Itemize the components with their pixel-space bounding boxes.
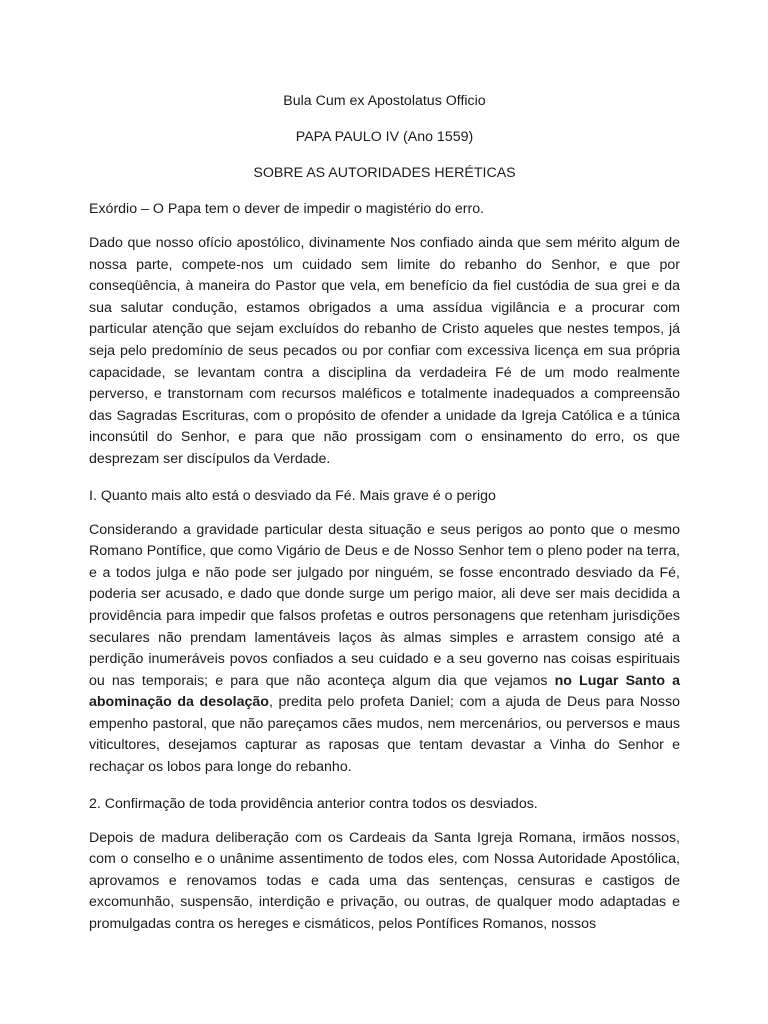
document-page <box>89 90 680 936</box>
section-paragraph-exordio: Dado que nosso ofício apostólico, divinamente Nos confiado ainda que sem mérito algum de nossa parte, compete-nos um cuidado sem limite do rebanho do Senhor, e que por conseqüência, à maneira do Pastor que vela, em benefício da fiel custódia de sua grei e da sua salutar condução, estamos obrigados a uma assídua vigilância e a procurar com particular atenção que sejam excluídos do rebanho de Cristo aqueles que nestes tempos, já seja pelo predomínio de seus pecados ou por confiar com excessiva licença em sua própria capacidade, se levantam contra a disciplina da verdadeira Fé de um modo realmente perverso, e transtornam com recursos maléficos e totalmente inadequados a compreensão das Sagradas Escrituras, com o propósito de ofender a unidade da Igreja Católica e a túnica inconsútil do Senhor, e para que não prossigam com o ensinamento do erro, os que desprezam ser discípulos da Verdade. <box>89 235 680 467</box>
section-paragraph-1 <box>89 520 680 779</box>
paragraph-text-part: Considerando a gravidade particular desta situação e seus perigos ao ponto que o mesmo Romano Pontífice, que como Vigário de Deus e de Nosso Senhor tem o pleno poder na terra, e a todos julga e não pode ser julgado por ninguém, se fosse encontrado desviado da Fé, poderia ser acusado, e dado que donde surge um perigo maior, ali deve ser mais decidida a providência para impedir que falsos profetas e outros personagens que retenham jurisdições seculares não prendam lamentáveis laços às almas simples e arrastem consigo até a perdição inumeráveis povos confiados a seu cuidado e a seu governo nas coisas espirituais ou nas temporais; e para que não aconteça algum dia que vejamos <box>89 521 680 689</box>
paragraph-text-part: , predita pelo profeta Daniel; com a ajuda de Deus para Nosso empenho pastoral, que não pareçamos cães mudos, nem mercenários, ou perversos e maus viticultores, desejamos capturar as raposas que tentam devastar a Vinha do Senhor e rechaçar os lobos para longe do rebanho. <box>89 694 680 776</box>
document-author: PAPA PAULO IV (Ano 1559) <box>295 129 474 145</box>
paragraph-bold-phrase: no Lugar Santo a abominação da desolação <box>89 672 680 711</box>
section-heading-1: I. Quanto mais alto está o desviado da Fé. Mais grave é o perigo <box>89 487 496 504</box>
document-title: Bula Cum ex Apostolatus Officio <box>283 93 486 109</box>
document-subject: SOBRE AS AUTORIDADES HERÉTICAS <box>253 165 516 181</box>
section-heading-2: 2. Confirmação de toda providência anterior contra todos os desviados. <box>89 795 538 812</box>
section-paragraph-2: Depois de madura deliberação com os Cardeais da Santa Igreja Romana, irmãos nossos, com o conselho e o unânime assentimento de todos eles, com Nossa Autoridade Apostólica, aprovamos e renovamos todas e cada uma das sentenças, censuras e castigos de excomunhão, suspensão, interdição e privação, ou outras, de qualquer modo adaptadas e promulgadas contra os hereges e cismáticos, pelos Pontífices Romanos, nossos <box>89 829 680 933</box>
section-heading-exordio: Exórdio – O Papa tem o dever de impedir o magistério do erro. <box>89 201 485 217</box>
